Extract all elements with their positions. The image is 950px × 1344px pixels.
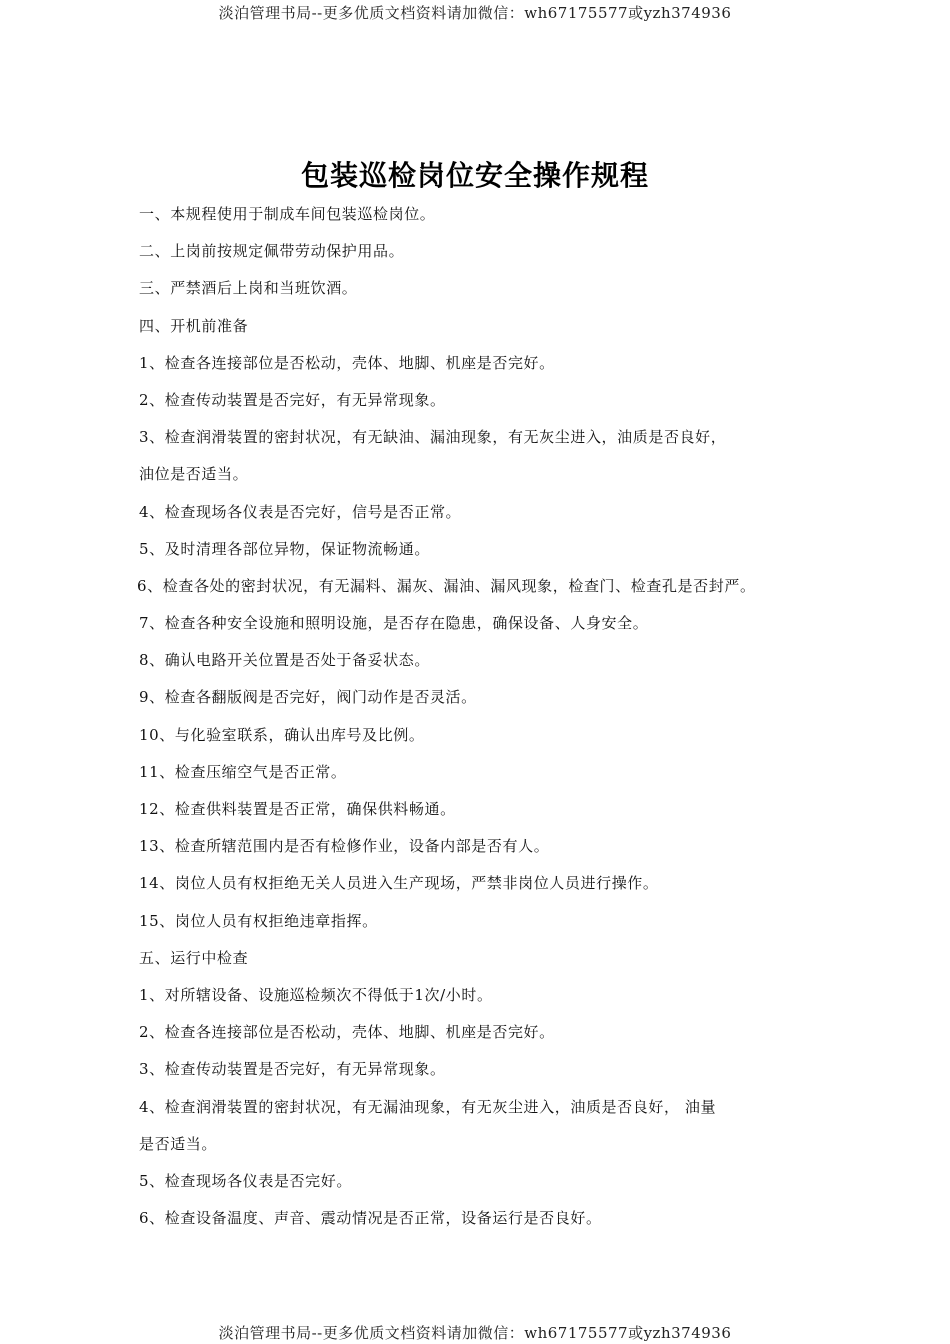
text-line: 1、对所辖设备、设施巡检频次不得低于1次/小时。 bbox=[139, 985, 493, 1004]
page-footer: 淡泊管理书局--更多优质文档资料请加微信：wh67175577或yzh374936 bbox=[218, 1324, 732, 1342]
section-heading: 四、开机前准备 bbox=[139, 316, 249, 335]
text-line: 14、岗位人员有权拒绝无关人员进入生产现场，严禁非岗位人员进行操作。 bbox=[139, 874, 659, 893]
text-line: 9、检查各翻版阀是否完好，阀门动作是否灵活。 bbox=[139, 688, 477, 707]
text-line: 是否适当。 bbox=[139, 1134, 218, 1153]
text-line: 2、检查各连接部位是否松动，壳体、地脚、机座是否完好。 bbox=[139, 1023, 555, 1042]
text-line: 7、检查各种安全设施和照明设施，是否存在隐患，确保设备、人身安全。 bbox=[139, 614, 649, 633]
document-body bbox=[139, 202, 859, 1243]
text-line: 一、本规程使用于制成车间包装巡检岗位。 bbox=[139, 205, 436, 223]
text-line: 油位是否适当。 bbox=[139, 465, 249, 484]
page-header: 淡泊管理书局--更多优质文档资料请加微信：wh67175577或yzh374936 bbox=[218, 4, 732, 22]
text-line: 10、与化验室联系，确认出库号及比例。 bbox=[139, 725, 425, 744]
text-line: 5、检查现场各仪表是否完好。 bbox=[139, 1171, 352, 1190]
text-line: 6、检查设备温度、声音、震动情况是否正常，设备运行是否良好。 bbox=[139, 1209, 602, 1228]
text-line: 二、上岗前按规定佩带劳动保护用品。 bbox=[139, 242, 405, 261]
text-line: 13、检查所辖范围内是否有检修作业，设备内部是否有人。 bbox=[139, 837, 550, 856]
text-line: 11、检查压缩空气是否正常。 bbox=[139, 762, 347, 781]
text-line: 2、检查传动装置是否完好，有无异常现象。 bbox=[139, 390, 446, 409]
text-line: 3、检查润滑装置的密封状况，有无缺油、漏油现象，有无灰尘进入，油质是否良好， bbox=[139, 428, 727, 447]
text-line: 4、检查现场各仪表是否完好，信号是否正常。 bbox=[139, 502, 462, 521]
text-line: 1、检查各连接部位是否松动，壳体、地脚、机座是否完好。 bbox=[139, 353, 555, 372]
text-line: 4、检查润滑装置的密封状况，有无漏油现象，有无灰尘进入，油质是否良好， 油量 bbox=[139, 1097, 717, 1116]
text-line: 6、检查各处的密封状况，有无漏料、漏灰、漏油、漏风现象，检查门、检查孔是否封严。 bbox=[137, 576, 756, 595]
section-heading: 五、运行中检查 bbox=[139, 948, 249, 967]
text-line: 8、确认电路开关位置是否处于备妥状态。 bbox=[139, 651, 430, 670]
text-line: 三、严禁酒后上岗和当班饮酒。 bbox=[139, 279, 358, 298]
text-line: 12、检查供料装置是否正常，确保供料畅通。 bbox=[139, 800, 456, 818]
text-line: 3、检查传动装置是否完好，有无异常现象。 bbox=[139, 1060, 446, 1079]
document-title: 包装巡检岗位安全操作规程 bbox=[300, 159, 649, 192]
text-line: 15、岗位人员有权拒绝违章指挥。 bbox=[139, 911, 378, 930]
text-line: 5、及时清理各部位异物，保证物流畅通。 bbox=[139, 539, 430, 558]
